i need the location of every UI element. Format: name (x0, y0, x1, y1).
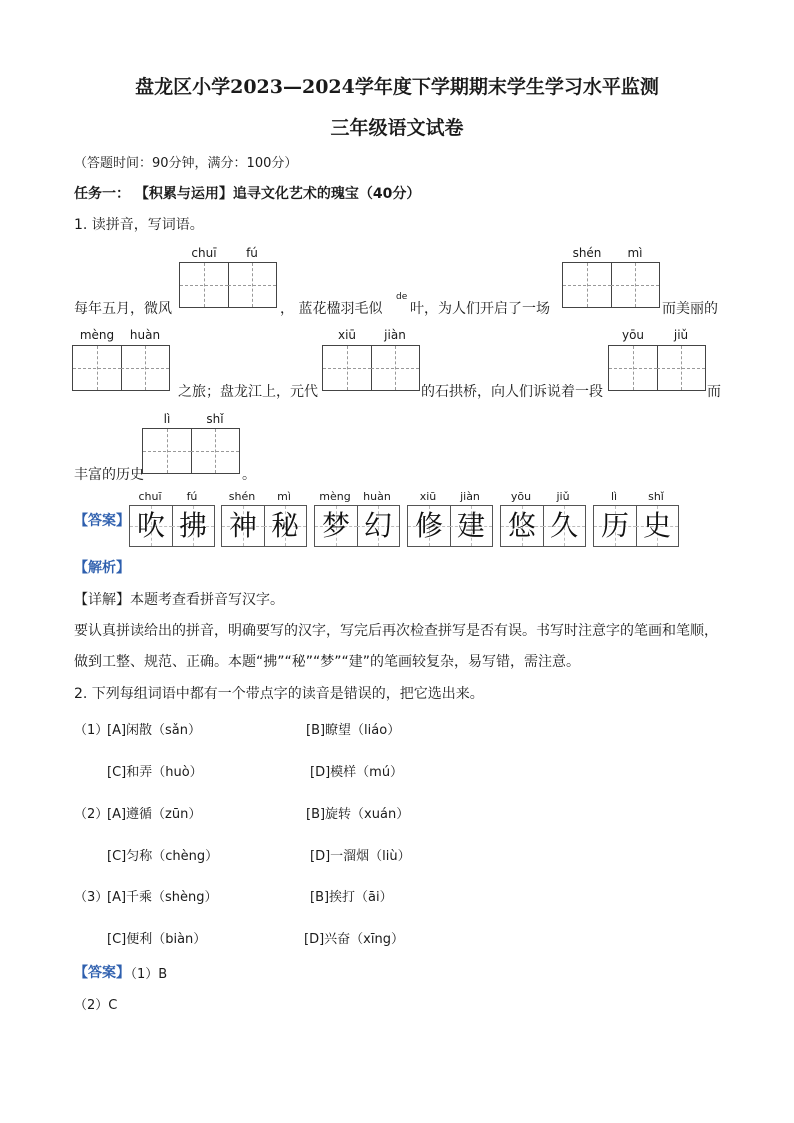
pinyin: lì (163, 412, 171, 426)
q2-option: [C]便利（biàn） (107, 932, 207, 947)
tianzige-box-5[interactable] (608, 345, 706, 391)
pinyin: jiàn (384, 328, 406, 342)
de-pinyin: de (396, 292, 408, 302)
answer-pinyin: mèng (319, 490, 351, 503)
q2-option: [B]挨打（āi） (310, 890, 393, 905)
q1-text: 丰富的历史 (74, 467, 144, 483)
q1-text: 的石拱桥，向人们诉说着一段 (421, 384, 603, 400)
answer-pinyin: yōu (510, 490, 532, 503)
answer-char: 修 (414, 509, 443, 542)
tianzige-box-1[interactable] (179, 262, 277, 308)
answer-pinyin: shǐ (648, 490, 664, 503)
q2-option: [A]遵循（zūn） (107, 807, 202, 822)
analysis-label: 【解析】 (74, 560, 130, 576)
pinyin: shén (572, 246, 602, 260)
q1-text: ， 蓝花楹羽毛似 (280, 301, 383, 317)
q2-option: [D]模样（mú） (310, 765, 404, 780)
q1-text: 每年五月，微风 (74, 301, 172, 317)
pinyin: shǐ (206, 412, 224, 426)
q2-option: [D]兴奋（xīng） (304, 932, 404, 947)
answer-char: 梦 (321, 509, 350, 542)
answer-box-1 (129, 505, 215, 547)
answer-char: 神 (228, 509, 257, 542)
answer-pinyin: chuī (138, 490, 162, 503)
q2-option: [B]旋转（xuán） (306, 807, 410, 822)
q2-instruction: 2. 下列每组词语中都有一个带点字的读音是错误的，把它选出来。 (74, 686, 484, 702)
answer-box-3 (314, 505, 400, 547)
answer-pinyin: fú (186, 490, 198, 503)
q2-option: [C]匀称（chèng） (107, 849, 219, 864)
pinyin: mèng (79, 328, 115, 342)
answer-box-6 (593, 505, 679, 547)
q2-answer: （1）B (124, 967, 168, 982)
answer-char: 悠 (507, 509, 536, 542)
exam-info: （答题时间：90分钟，满分：100分） (74, 156, 298, 171)
exam-title: 盘龙区小学2023—2024学年度下学期期末学生学习水平监测 (135, 76, 659, 98)
q2-group-num: （2） (74, 807, 109, 822)
q2-group-num: （1） (74, 723, 109, 738)
answer-pinyin: shén (228, 490, 256, 503)
exam-subtitle: 三年级语文试卷 (330, 117, 464, 139)
answer-char: 幻 (363, 509, 392, 542)
q2-option: [B]瞭望（liáo） (306, 723, 401, 738)
q2-group-num: （3） (74, 890, 109, 905)
tianzige-box-6[interactable] (142, 428, 240, 474)
answer-label: 【答案】 (74, 513, 130, 529)
q2-answer-label: 【答案】 (74, 965, 130, 981)
q2-option: [C]和弄（huò） (107, 765, 203, 780)
answer-box-5 (500, 505, 586, 547)
answer-pinyin: huàn (363, 490, 391, 503)
q2-option: [A]千乘（shèng） (107, 890, 218, 905)
tianzige-box-4[interactable] (322, 345, 420, 391)
detail-heading: 【详解】本题考查看拼音写汉字。 (74, 592, 284, 608)
tianzige-box-2[interactable] (562, 262, 660, 308)
q1-instruction: 1. 读拼音，写词语。 (74, 217, 204, 233)
answer-char: 久 (549, 509, 578, 542)
answer-char: 吹 (136, 509, 165, 542)
pinyin: yōu (621, 328, 645, 342)
answer-pinyin: jiǔ (556, 490, 570, 503)
detail-paragraph: 做到工整、规范、正确。本题“拂”“秘”“梦”“建”的笔画较复杂，易写错，需注意。 (74, 654, 581, 670)
answer-char: 拂 (178, 509, 207, 542)
q1-text: 之旅；盘龙江上，元代 (178, 384, 318, 400)
q2-option: [A]闲散（sǎn） (107, 723, 202, 738)
answer-pinyin: jiàn (460, 490, 480, 503)
detail-paragraph: 要认真拼读给出的拼音，明确要写的汉字，写完后再次检查拼写是否有误。书写时注意字的笔画和笔顺， (74, 623, 718, 639)
q1-text: 叶，为人们开启了一场 (410, 301, 550, 317)
answer-box-4 (407, 505, 493, 547)
answer-char: 历 (600, 509, 629, 542)
answer-pinyin: mì (277, 490, 291, 503)
pinyin: jiǔ (673, 328, 689, 342)
q2-option: [D]一溜烟（liù） (310, 849, 411, 864)
pinyin: mì (627, 246, 643, 260)
answer-char: 史 (642, 509, 671, 542)
answer-pinyin: xiū (419, 490, 437, 503)
task1-heading: 任务一： 【积累与运用】追寻文化艺术的瑰宝（40分） (74, 186, 421, 202)
pinyin: chuī (191, 246, 217, 260)
answer-char: 秘 (270, 509, 299, 542)
q1-text: 。 (242, 467, 256, 483)
q2-answer: （2）C (74, 998, 118, 1013)
pinyin: fú (246, 246, 258, 260)
answer-char: 建 (456, 509, 485, 542)
pinyin: xiū (337, 328, 357, 342)
answer-box-2 (221, 505, 307, 547)
q1-text: 而美丽的 (662, 301, 718, 317)
q1-text: 而 (707, 384, 721, 400)
answer-pinyin: lì (610, 490, 618, 503)
pinyin: huàn (129, 328, 161, 342)
tianzige-box-3[interactable] (72, 345, 170, 391)
